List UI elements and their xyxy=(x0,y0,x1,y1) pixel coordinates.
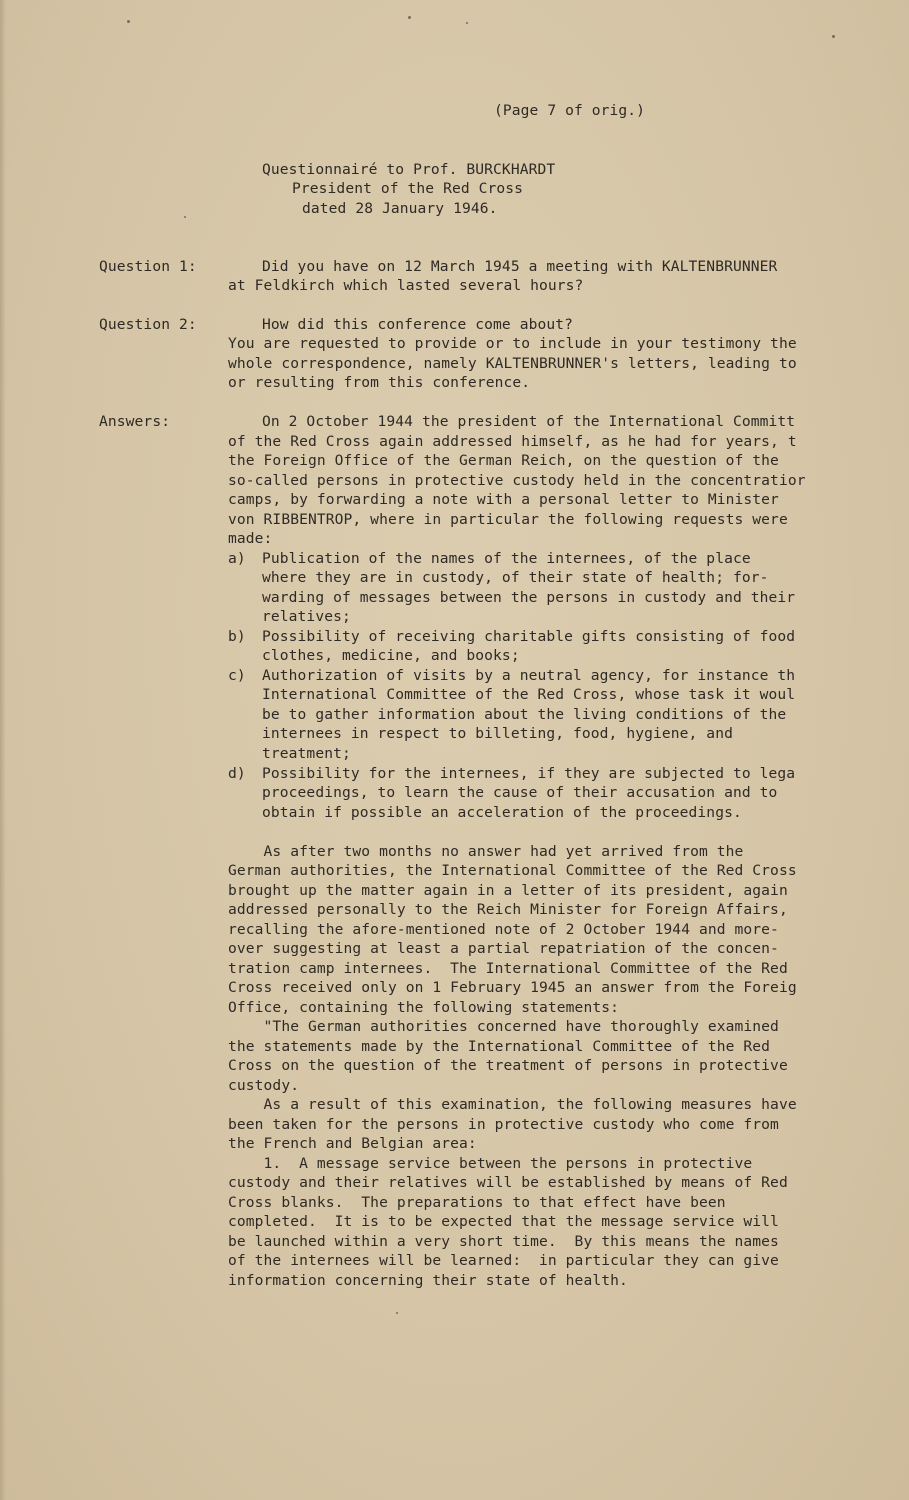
question-2-line: You are requested to provide or to include in your testimony the xyxy=(228,335,797,352)
request-item-line: Authorization of visits by a neutral agency, for instance th xyxy=(262,667,796,684)
question-2-line: whole correspondence, namely KALTENBRUNNER's letters, leading to xyxy=(228,355,797,372)
question-1-line: at Feldkirch which lasted several hours? xyxy=(228,277,584,294)
answer-body-line: completed. It is to be expected that the message service will xyxy=(228,1213,779,1230)
request-item-line: International Committee of the Red Cross, whose task it woul xyxy=(262,686,796,703)
request-item-line: warding of messages between the persons in custody and their xyxy=(262,589,796,606)
answer-body-line: Cross blanks. The preparations to that effect have been xyxy=(228,1194,726,1211)
answer-body-line: Office, containing the following statements: xyxy=(228,999,619,1016)
answer-body-line: Cross received only on 1 February 1945 an answer from the Foreig xyxy=(228,979,797,996)
answer-body-line: brought up the matter again in a letter of its president, again xyxy=(228,882,788,899)
answer-body-line: be launched within a very short time. By this means the names xyxy=(228,1233,779,1250)
request-item-line: where they are in custody, of their state of health; for- xyxy=(262,569,769,586)
answer-intro-line: von RIBBENTROP, where in particular the following requests were xyxy=(228,511,788,528)
answer-body-line: As a result of this examination, the following measures have xyxy=(228,1096,797,1113)
request-item-line: internees in respect to billeting, food, hygiene, and xyxy=(262,725,733,742)
question-1-line: Did you have on 12 March 1945 a meeting with KALTENBRUNNER xyxy=(262,258,778,275)
answer-body-line: been taken for the persons in protective custody who come from xyxy=(228,1116,779,1133)
speck xyxy=(832,35,835,38)
answer-body-line: information concerning their state of health. xyxy=(228,1272,628,1289)
speck xyxy=(127,20,130,23)
document-title-line-1: Questionnairé to Prof. BURCKHARDT xyxy=(262,161,556,178)
answer-intro-line: of the Red Cross again addressed himself, as he had for years, t xyxy=(228,433,797,450)
request-item-line: relatives; xyxy=(262,608,351,625)
request-item-line: clothes, medicine, and books; xyxy=(262,647,520,664)
answer-body-line: custody. xyxy=(228,1077,300,1094)
speck xyxy=(408,16,411,19)
request-item-line: be to gather information about the living conditions of the xyxy=(262,706,787,723)
answer-body-line: recalling the afore-mentioned note of 2 October 1944 and more- xyxy=(228,921,779,938)
request-item-line: obtain if possible an acceleration of the proceedings. xyxy=(262,804,742,821)
answer-body-line: addressed personally to the Reich Minister for Foreign Affairs, xyxy=(228,901,788,918)
document-title-line-2: President of the Red Cross xyxy=(292,180,524,197)
request-item-line: Possibility of receiving charitable gifts consisting of food xyxy=(262,628,796,645)
request-item-marker: a) xyxy=(228,550,246,567)
speck xyxy=(396,1312,398,1314)
request-item-line: proceedings, to learn the cause of their accusation and to xyxy=(262,784,778,801)
answer-body-line: custody and their relatives will be established by means of Red xyxy=(228,1174,788,1191)
answer-intro-line: so-called persons in protective custody held in the concentratior xyxy=(228,472,806,489)
question-2-label: Question 2: xyxy=(99,316,197,333)
answer-body-line: over suggesting at least a partial repatriation of the concen- xyxy=(228,940,779,957)
request-item-line: Publication of the names of the internees, of the place xyxy=(262,550,751,567)
answer-body-line: the French and Belgian area: xyxy=(228,1135,477,1152)
answer-body-line: the statements made by the International Committee of the Red xyxy=(228,1038,771,1055)
answer-body-line: tration camp internees. The International Committee of the Red xyxy=(228,960,788,977)
request-item-marker: b) xyxy=(228,628,246,645)
answer-body-line: of the internees will be learned: in particular they can give xyxy=(228,1252,779,1269)
answer-intro-line: the Foreign Office of the German Reich, on the question of the xyxy=(228,452,779,469)
request-item-marker: c) xyxy=(228,667,246,684)
answers-label: Answers: xyxy=(99,413,171,430)
request-item-marker: d) xyxy=(228,765,246,782)
answer-intro-line: camps, by forwarding a note with a personal letter to Minister xyxy=(228,491,779,508)
answer-body-line: "The German authorities concerned have thoroughly examined xyxy=(228,1018,779,1035)
answer-body-line: 1. A message service between the persons in protective xyxy=(228,1155,753,1172)
answer-body-line: German authorities, the International Committee of the Red Cross xyxy=(228,862,797,879)
page-reference: (Page 7 of orig.) xyxy=(494,102,646,119)
request-item-line: Possibility for the internees, if they are subjected to lega xyxy=(262,765,796,782)
document-title-line-3: dated 28 January 1946. xyxy=(302,200,498,217)
speck xyxy=(466,22,468,24)
question-2-line: How did this conference come about? xyxy=(262,316,574,333)
request-item-line: treatment; xyxy=(262,745,351,762)
question-1-label: Question 1: xyxy=(99,258,197,275)
question-2-line: or resulting from this conference. xyxy=(228,374,531,391)
page-edge-shadow xyxy=(0,0,6,1500)
answer-intro-line: made: xyxy=(228,530,273,547)
answer-body-line: Cross on the question of the treatment of persons in protective xyxy=(228,1057,788,1074)
answer-intro-line: On 2 October 1944 the president of the International Committ xyxy=(262,413,796,430)
answer-body-line: As after two months no answer had yet arrived from the xyxy=(228,843,744,860)
speck xyxy=(184,216,186,218)
